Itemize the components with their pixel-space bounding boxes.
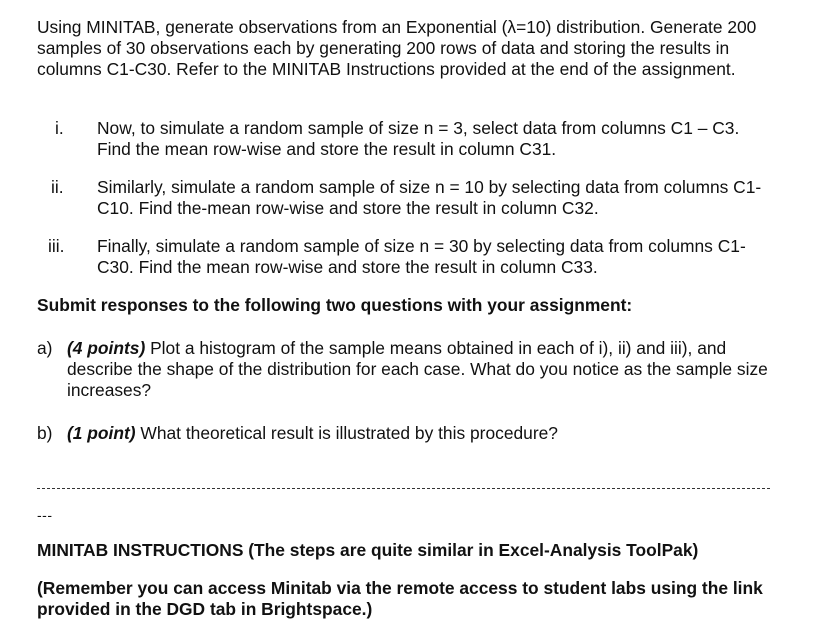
question-points: (4 points): [67, 338, 146, 358]
minitab-instructions-heading: MINITAB INSTRUCTIONS (The steps are quite similar in Excel-Analysis ToolPak): [37, 540, 699, 560]
intro-paragraph: Using MINITAB, generate observations from an Exponential (λ=10) distribution. Generate 200 samples of 30 observations each by generating 200 rows of data and storing the results in columns C1-C30. Refer to the MINITAB Instructions provided at the end of the assignment.: [37, 17, 757, 79]
list-item-number: i.: [55, 118, 64, 138]
list-item-number: ii.: [51, 177, 64, 197]
dashed-separator: [37, 488, 770, 489]
question-label: b): [37, 423, 53, 443]
remember-note: (Remember you can access Minitab via the remote access to student labs using the link provided in the DGD tab in Brightspace.): [37, 578, 763, 619]
list-item-text: Similarly, simulate a random sample of size n = 10 by selecting data from columns C1-C10. Find the-mean row-wise and store the result in column C32.: [97, 177, 762, 218]
short-dash-separator: ---: [37, 507, 53, 523]
list-item-text: Now, to simulate a random sample of size n = 3, select data from columns C1 – C3. Find the mean row-wise and store the result in column C31.: [97, 118, 740, 159]
submit-heading: Submit responses to the following two questions with your assignment:: [37, 295, 633, 315]
question-text: [67, 423, 787, 444]
question-text: [67, 338, 787, 401]
list-item-number: iii.: [48, 236, 65, 256]
question-label: a): [37, 338, 53, 358]
question-body: What theoretical result is illustrated by this procedure?: [135, 423, 558, 443]
list-item-text: Finally, simulate a random sample of size n = 30 by selecting data from columns C1-C30. Find the mean row-wise and store the result in column C33.: [97, 236, 746, 277]
question-points: (1 point): [67, 423, 136, 443]
question-body: Plot a histogram of the sample means obtained in each of i), ii) and iii), and describe the shape of the distribution for each case. What do you notice as the sample size increases?: [67, 338, 768, 400]
